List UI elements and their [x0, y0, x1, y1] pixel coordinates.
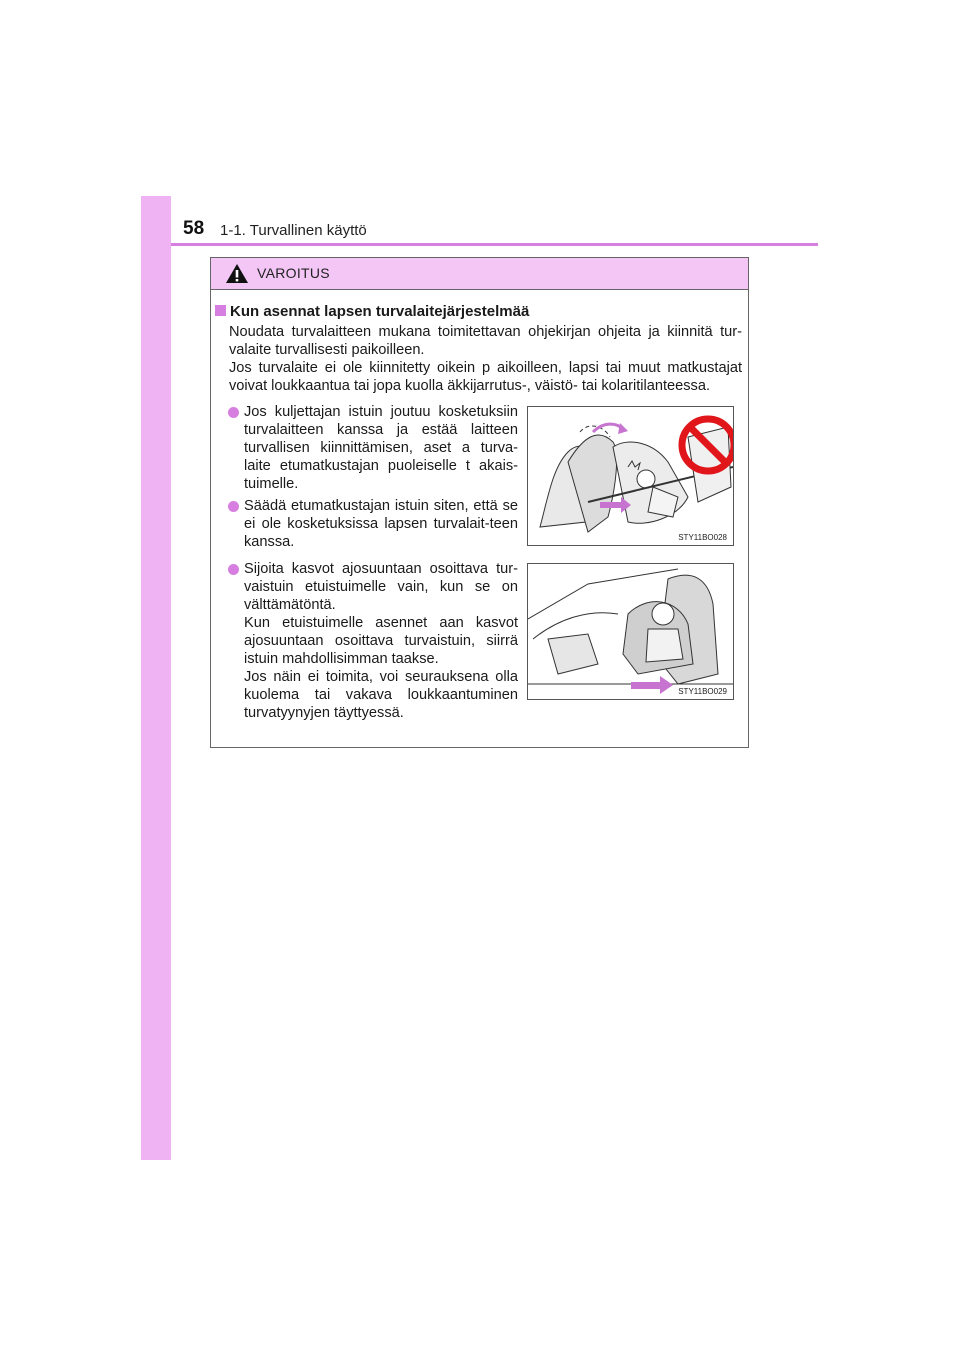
list-item-text: Sijoita kasvot ajosuuntaan osoittava tur-vaistuin etuistuimelle vain, kun se on välttämätöntä. — [244, 561, 518, 613]
intro-paragraph — [229, 323, 742, 395]
warning-triangle-icon — [225, 263, 249, 284]
list-item — [228, 497, 518, 551]
warning-box — [210, 257, 749, 748]
figure-driver-seat-contact — [527, 406, 734, 546]
list-item-text: Jos kuljettajan istuin joutuu kosketuksiin turvalaitteen kanssa ja estää laitteen turvallisen kiinnittämisen, aset a turva-laite etumatkustajan puoleiselle t akais-tuimelle. — [244, 404, 518, 492]
intro-line: Noudata turvalaitteen mukana toimitettavan ohjekirjan ohjeita ja kiinnitä tur-valaite turvallisesti paikoilleen. — [229, 324, 742, 358]
section-title: 1-1. Turvallinen käyttö — [220, 222, 367, 239]
figure-code: STY11BO028 — [678, 533, 727, 542]
list-item — [228, 560, 518, 722]
round-bullet-icon — [228, 407, 239, 418]
side-tab-band — [141, 196, 171, 1160]
warning-header — [211, 258, 748, 290]
intro-line: Jos turvalaite ei ole kiinnitetty oikein p aikoilleen, lapsi tai muut matkustajat voivat loukkaantua tai jopa kuolla äkkijarrutus-, väistö- tai kolaritilanteessa. — [229, 360, 742, 394]
page-number: 58 — [183, 218, 205, 239]
subsection-heading — [215, 303, 529, 320]
round-bullet-icon — [228, 501, 239, 512]
seat-contact-illustration — [528, 407, 733, 545]
figure-code: STY11BO029 — [678, 687, 727, 696]
list-item-text: Säädä etumatkustajan istuin siten, että se ei ole kosketuksissa lapsen turvalait-teen kanssa. — [244, 498, 518, 550]
list-item — [228, 403, 518, 493]
forward-facing-seat-illustration — [528, 564, 733, 699]
figure-forward-facing-seat — [527, 563, 734, 700]
warning-label: VAROITUS — [257, 265, 330, 281]
subsection-title: Kun asennat lapsen turvalaitejärjestelmää — [230, 303, 530, 320]
round-bullet-icon — [228, 564, 239, 575]
list-item-text: Kun etuistuimelle asennet aan kasvot ajosuuntaan osoittava turvaistuin, siirrä istuin mahdollisimman taakse. — [244, 615, 518, 667]
header-rule — [171, 243, 818, 246]
square-bullet-icon — [215, 305, 226, 316]
list-item-text: Jos näin ei toimita, voi seurauksena olla kuolema tai vakava loukkaantuminen turvatyynyjen täyttyessä. — [244, 669, 518, 721]
